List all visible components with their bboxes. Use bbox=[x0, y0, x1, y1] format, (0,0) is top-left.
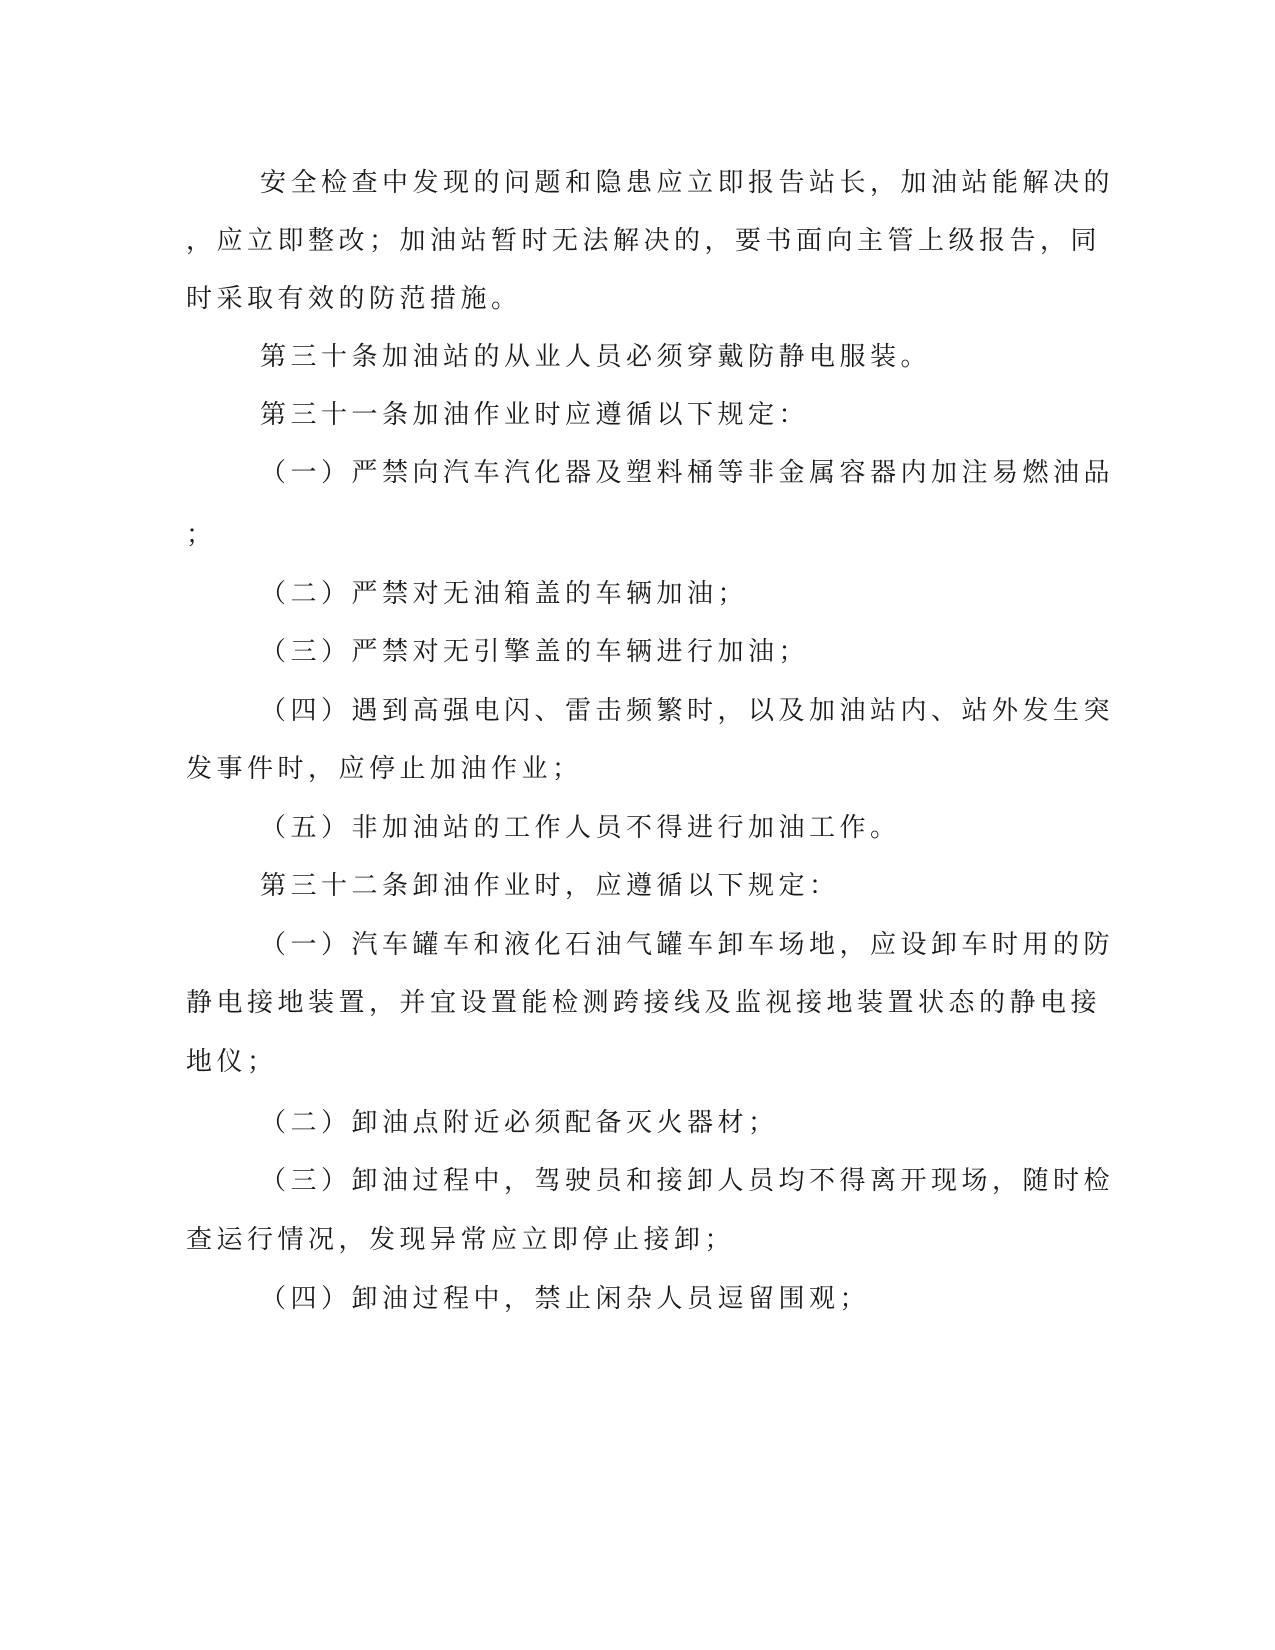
text-line: 查运行情况，发现异常应立即停止接卸； bbox=[186, 1225, 736, 1255]
text-line: （三）卸油过程中，驾驶员和接卸人员均不得离开现场，随时检 bbox=[260, 1166, 1115, 1196]
text-line: 静电接地装置，并宜设置能检测跨接线及监视接地装置状态的静电接 bbox=[186, 988, 1102, 1018]
text-line: （二）严禁对无油箱盖的车辆加油； bbox=[260, 579, 749, 609]
text-line: （二）卸油点附近必须配备灭火器材； bbox=[260, 1108, 779, 1138]
text-line: 第三十一条加油作业时应遵循以下规定： bbox=[260, 400, 810, 430]
text-line: （一）汽车罐车和液化石油气罐车卸车场地，应设卸车时用的防 bbox=[260, 930, 1115, 960]
text-line: （四）卸油过程中，禁止闲杂人员逗留围观； bbox=[260, 1284, 871, 1314]
text-line: 第三十条加油站的从业人员必须穿戴防静电服装。 bbox=[260, 342, 932, 372]
text-line: （三）严禁对无引擎盖的车辆进行加油； bbox=[260, 637, 810, 667]
text-line: ； bbox=[186, 520, 217, 550]
text-line: 第三十二条卸油作业时，应遵循以下规定： bbox=[260, 871, 840, 901]
text-line: 发事件时，应停止加油作业； bbox=[186, 754, 583, 784]
text-line: 地仪； bbox=[186, 1047, 278, 1077]
text-line: （一）严禁向汽车汽化器及塑料桶等非金属容器内加注易燃油品 bbox=[260, 458, 1115, 488]
text-line: （四）遇到高强电闪、雷击频繁时，以及加油站内、站外发生突 bbox=[260, 696, 1115, 726]
text-line: ，应立即整改；加油站暂时无法解决的，要书面向主管上级报告，同 bbox=[186, 226, 1102, 256]
text-line: 安全检查中发现的问题和隐患应立即报告站长，加油站能解决的 bbox=[260, 168, 1115, 198]
text-line: 时采取有效的防范措施。 bbox=[186, 284, 522, 314]
text-line: （五）非加油站的工作人员不得进行加油工作。 bbox=[260, 813, 901, 843]
